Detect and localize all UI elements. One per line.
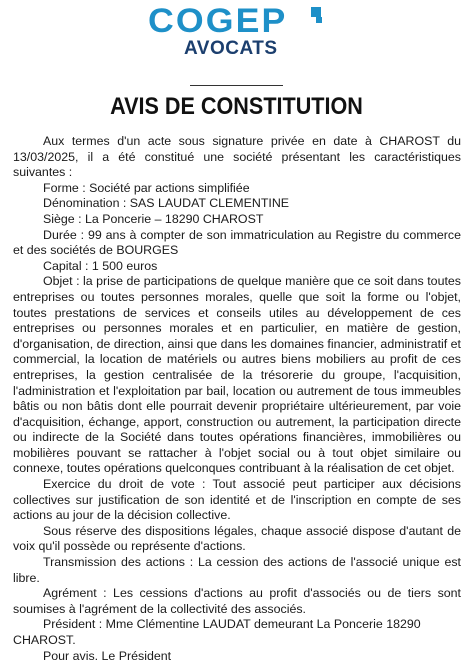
paragraph-agrement: Agrément : Les cessions d'actions au profit d'associés ou de tiers sont soumises à l'agrément de la collectivité des associés. [13, 586, 461, 616]
paragraph-objet: Objet : la prise de participations de quelque manière que ce soit dans toutes entreprises ou toutes personnes morales, quelle que soit la forme ou l'objet, toutes prestations de services et conseils utiles au développement de ces entreprises ou personnes morales et en particulier, en matière de gestion, d'organisation, de direction, ainsi que dans les domaines financier, administratif et commercial, la location de matériels ou autres biens mobiliers au profit de ces entreprises, la gestion centralisée de la trésorerie du groupe, l'acquisition, l'administration et l'exploitation par bail, location ou autrement de tous immeubles bâtis ou non bâtis dont elle pourrait devenir propriétaire ultérieurement, par voie d'acquisition, échange, apport, construction ou autrement, la participation directe ou indirecte de la Société dans toutes opérations financières, immobilières ou mobilières pouvant se rattacher à l'objet social ou à tout objet similaire ou connexe, toutes opérations quelconques contribuant à la réalisation de cet objet. [13, 274, 461, 476]
paragraph-vote: Exercice du droit de vote : Tout associé peut participer aux décisions collectives sur justification de son identité et de l'inscription en compte de ses actions au jour de la décision collective. [13, 477, 461, 523]
paragraph-duree: Durée : 99 ans à compter de son immatriculation au Registre du commerce et des sociétés de BOURGES [13, 227, 461, 258]
paragraph-siege: Siège : La Poncerie – 18290 CHAROST [43, 211, 264, 226]
logo-subtitle: AVOCATS [184, 38, 278, 59]
logo-word: COGEP [148, 2, 288, 40]
paragraph-forme: Forme : Société par actions simplifiée [43, 180, 250, 195]
logo-wordmark [148, 4, 348, 38]
paragraph-transmission: Transmission des actions : La cession des actions de l'associé unique est libre. [13, 555, 461, 585]
paragraph-signature: Pour avis. Le Président [43, 648, 172, 663]
notice-title: AVIS DE CONSTITUTION [110, 93, 363, 120]
cogep-logo [0, 4, 473, 64]
logo-square-icon [311, 7, 325, 21]
title-divider [190, 85, 283, 86]
paragraph-president: Président : Mme Clémentine LAUDAT demeurant La Poncerie 18290 CHAROST. [13, 617, 421, 647]
paragraph-intro: Aux termes d'un acte sous signature privée en date à CHAROST du 13/03/2025, il a été constitué une société présentant les caractéristiques suivantes : [13, 134, 461, 180]
paragraph-denomination: Dénomination : SAS LAUDAT CLEMENTINE [43, 196, 290, 211]
paragraph-capital: Capital : 1 500 euros [43, 258, 158, 273]
notice-body [13, 134, 461, 664]
paragraph-voix: Sous réserve des dispositions légales, chaque associé dispose d'autant de voix qu'il possède ou représente d'actions. [13, 523, 461, 554]
